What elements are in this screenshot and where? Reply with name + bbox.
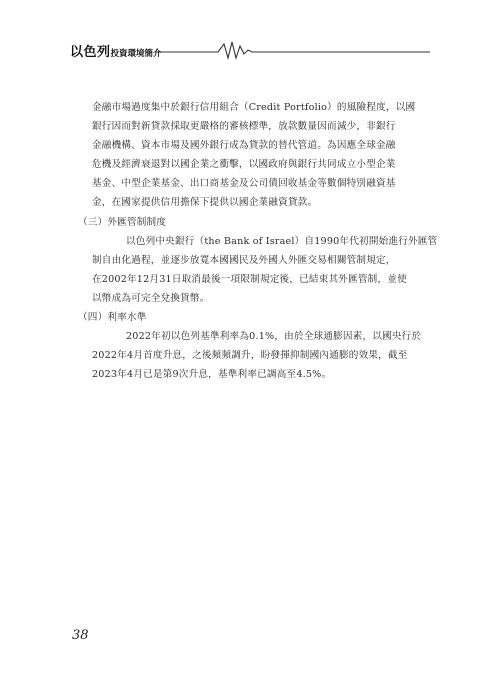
section-heading-4: （四）利率水準 — [78, 312, 147, 324]
header-title-main: 以色列 — [70, 45, 111, 60]
text-line: 在2002年12月31日取消最後一項限制規定後，已結束其外匯管制，並使 — [92, 273, 407, 285]
text-line: 銀行因而對新貸款採取更嚴格的審核標準，放款數量因而減少，非銀行 — [92, 121, 396, 133]
text-line: 以色列中央銀行（the Bank of Israel）自1990年代初開始進行外匯管 — [126, 235, 438, 247]
text-line: 2023年4月已是第9次升息，基準利率已調高至4.5%。 — [92, 369, 332, 381]
body-text — [70, 98, 438, 384]
text-line: 金，在國家提供信用擔保下提供以國企業融資貸款。 — [92, 197, 318, 209]
text-line: 金融市場過度集中於銀行信用組合（Credit Portfolio）的風險程度，以國 — [92, 102, 416, 113]
text-line: 以幣成為可完全兌換貨幣。 — [92, 292, 210, 304]
page-number: 38 — [72, 628, 89, 643]
text-line: 2022年4月首度升息，之後頻頻調升，盼發揮抑制國內通膨的效果，截至 — [92, 350, 408, 362]
text-line: 危機及經濟衰退對以國企業之衝擊，以國政府與銀行共同成立小型企業 — [92, 159, 396, 171]
text-line: 金融機構、資本市場及國外銀行成為貸款的替代管道。為因應全球金融 — [92, 140, 396, 152]
text-line: 2022年初以色列基準利率為0.1%，由於全球通膨因素，以國央行於 — [126, 331, 422, 343]
text-line: 制自由化過程，並逐步放寬本國國民及外國人外匯交易相關管制規定， — [92, 254, 396, 266]
header-title-sub: 投資環境簡介 — [110, 49, 162, 59]
section-heading-3: （三）外匯管制制度 — [78, 216, 167, 228]
page-header — [70, 39, 430, 61]
header-title — [70, 41, 162, 60]
text-line: 基金、中型企業基金、出口商基金及公司債回收基金等數個特別融資基 — [92, 178, 396, 190]
